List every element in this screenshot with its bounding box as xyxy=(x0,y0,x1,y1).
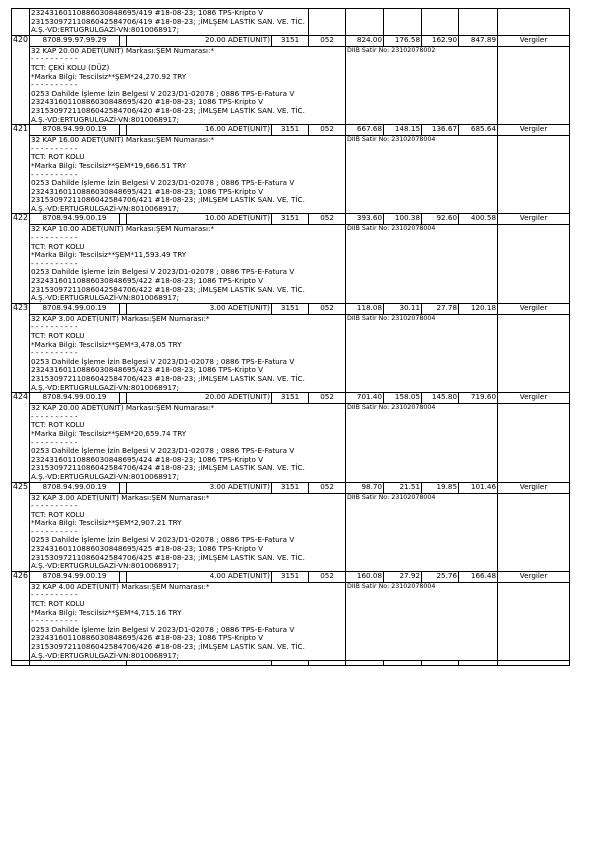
description-line: - - - - - - - - - - xyxy=(31,143,78,153)
value-1: 701.40 xyxy=(346,393,384,404)
item-number: 421 xyxy=(12,125,30,214)
vergiler-label: Vergiler xyxy=(498,571,570,582)
value-4: 120.18 xyxy=(459,303,498,314)
item-detail-row xyxy=(12,493,570,571)
description-line: - - - - - - - - - - xyxy=(31,501,78,511)
description-line: 0253 Dahilde İşleme İzin Belgesi V 2023/D1-02078 ; 0886 TPS-E-Fatura V xyxy=(31,88,295,98)
gtip-code: 8708.94.99.00.19 xyxy=(30,393,120,404)
description-line: 32 KAP 4.00 ADET(UNIT) Markası:ŞEM Numarası:* xyxy=(31,582,210,591)
gtip-code: 8708.94.99.00.19 xyxy=(30,214,120,225)
item-header-row xyxy=(12,35,570,46)
item-description xyxy=(30,46,346,124)
item-detail-row xyxy=(12,404,570,482)
item-description xyxy=(30,582,346,660)
description-line: 23153097211086042584706/424 #18-08-23; ;İMLŞEM LASTİK SAN. VE. TİC. xyxy=(31,463,305,473)
value-1: 667.68 xyxy=(346,125,384,136)
vergiler-label: Vergiler xyxy=(498,393,570,404)
item-header-row xyxy=(12,393,570,404)
description-line: 0253 Dahilde İşleme İzin Belgesi V 2023/D1-02078 ; 0886 TPS-E-Fatura V xyxy=(31,624,295,634)
description-line: A.Ş.-VD:ERTUGRULGAZİ-VN:8010068917; xyxy=(31,650,180,660)
description-line: - - - - - - - - - - xyxy=(31,616,78,626)
value-2: 21.51 xyxy=(384,482,422,493)
value-2: 100.38 xyxy=(384,214,422,225)
diib-line: DIIB Satir No: 23102078004 xyxy=(346,404,498,482)
description-line: 32 KAP 20.00 ADET(UNIT) Markası:ŞEM Numarası:* xyxy=(31,46,215,55)
item-description xyxy=(30,136,346,214)
declaration-items-table xyxy=(11,8,570,666)
quantity: 20.00 ADET(UNIT) xyxy=(127,393,272,404)
description-line: *Marka Bilgi: Tescilsiz**ŞEM*24,270.92 TRY xyxy=(31,71,187,81)
description-line: - - - - - - - - - - xyxy=(31,169,78,179)
description-line: 23243160110886030848695/421 #18-08-23; 1086 TPS-Kripto V xyxy=(31,186,264,196)
item-description xyxy=(30,314,346,392)
description-line: A.Ş.-VD:ERTUGRULGAZİ-VN:8010068917; xyxy=(31,561,180,571)
description-line: TCT: ROT KOLU xyxy=(31,152,85,162)
value-3: 19.85 xyxy=(422,482,459,493)
code-2: 052 xyxy=(309,571,346,582)
description-line: 0253 Dahilde İşleme İzin Belgesi V 2023/D1-02078 ; 0886 TPS-E-Fatura V xyxy=(31,356,295,366)
code-2: 052 xyxy=(309,393,346,404)
vergiler-label: Vergiler xyxy=(498,125,570,136)
description-line: A.Ş.-VD:ERTUGRULGAZİ-VN:8010068917; xyxy=(31,471,180,481)
value-4: 166.48 xyxy=(459,571,498,582)
code-2: 052 xyxy=(309,482,346,493)
description-line: 23243160110886030848695/425 #18-08-23; 1086 TPS-Kripto V xyxy=(31,544,264,554)
item-header-row xyxy=(12,303,570,314)
item-header-row xyxy=(12,571,570,582)
item-header-row xyxy=(12,482,570,493)
gtip-code: 8708.94.99.00.19 xyxy=(30,303,120,314)
diib-line: DIIB Satir No: 23102078002 xyxy=(346,46,498,124)
continued-description: 23243160110886030848695/419 #18-08-23; 1086 TPS-Kripto V 23153097211086042584706/419 #18-08-23; ;İMLŞEM LASTİK SAN. VE. TİC. A.Ş.-VD:ERTUGRULGAZİ-VN:8010068917; xyxy=(30,9,309,36)
description-line: TCT: ROT KOLU xyxy=(31,420,85,430)
description-line: 32 KAP 3.00 ADET(UNIT) Markası:ŞEM Numarası:* xyxy=(31,493,210,502)
item-description xyxy=(30,225,346,303)
item-description xyxy=(30,493,346,571)
description-line: TCT: ROT KOLU xyxy=(31,331,85,340)
description-line: A.Ş.-VD:ERTUGRULGAZİ-VN:8010068917; xyxy=(31,293,180,303)
description-line: 23153097211086042584706/423 #18-08-23; ;İMLŞEM LASTİK SAN. VE. TİC. xyxy=(31,373,305,383)
description-line: TCT: ROT KOLU xyxy=(31,509,85,519)
item-detail-row xyxy=(12,225,570,303)
description-line: - - - - - - - - - - xyxy=(31,258,78,268)
description-line: *Marka Bilgi: Tescilsiz**ŞEM*11,593.49 TRY xyxy=(31,250,187,260)
description-line: 23243160110886030848695/420 #18-08-23; 1086 TPS-Kripto V xyxy=(31,97,264,107)
value-1: 98.70 xyxy=(346,482,384,493)
code-1: 3151 xyxy=(272,125,309,136)
code-1: 3151 xyxy=(272,482,309,493)
quantity: 3.00 ADET(UNIT) xyxy=(127,303,272,314)
value-4: 847.89 xyxy=(459,35,498,46)
item-description xyxy=(30,404,346,482)
description-line: 0253 Dahilde İşleme İzin Belgesi V 2023/D1-02078 ; 0886 TPS-E-Fatura V xyxy=(31,178,295,188)
value-1: 393.60 xyxy=(346,214,384,225)
description-line: TCT: ÇEKİ KOLU (DÜZ) xyxy=(31,62,110,72)
quantity: 3.00 ADET(UNIT) xyxy=(127,482,272,493)
vergiler-label: Vergiler xyxy=(498,482,570,493)
value-1: 118.08 xyxy=(346,303,384,314)
description-line: 23243160110886030848695/422 #18-08-23; 1086 TPS-Kripto V xyxy=(31,276,264,286)
value-3: 25.76 xyxy=(422,571,459,582)
description-line: *Marka Bilgi: Tescilsiz**ŞEM*19,666.51 TRY xyxy=(31,160,187,170)
description-line: 23153097211086042584706/425 #18-08-23; ;İMLŞEM LASTİK SAN. VE. TİC. xyxy=(31,552,305,562)
item-detail-row xyxy=(12,582,570,660)
description-line: 32 KAP 3.00 ADET(UNIT) Markası:ŞEM Numarası:* xyxy=(31,314,210,323)
code-1: 3151 xyxy=(272,571,309,582)
description-line: - - - - - - - - - - xyxy=(31,411,78,421)
description-line: - - - - - - - - - - xyxy=(31,590,78,600)
item-detail-row xyxy=(12,314,570,392)
diib-line: DIIB Satir No: 23102078004 xyxy=(346,225,498,303)
diib-line: DIIB Satir No: 23102078004 xyxy=(346,493,498,571)
description-line: *Marka Bilgi: Tescilsiz**ŞEM*20,659.74 TRY xyxy=(31,428,187,438)
item-detail-row xyxy=(12,136,570,214)
diib-line: DIIB Satir No: 23102078004 xyxy=(346,136,498,214)
quantity: 4.00 ADET(UNIT) xyxy=(127,571,272,582)
value-4: 719.60 xyxy=(459,393,498,404)
description-line: 23243160110886030848695/426 #18-08-23; 1086 TPS-Kripto V xyxy=(31,633,264,643)
gtip-code: 8708.94.99.00.19 xyxy=(30,482,120,493)
description-line: A.Ş.-VD:ERTUGRULGAZİ-VN:8010068917; xyxy=(31,203,180,213)
vergiler-label: Vergiler xyxy=(498,214,570,225)
code-2: 052 xyxy=(309,303,346,314)
item-number: 426 xyxy=(12,571,30,660)
description-line: 23153097211086042584706/426 #18-08-23; ;İMLŞEM LASTİK SAN. VE. TİC. xyxy=(31,642,305,651)
description-line: TCT: ROT KOLU xyxy=(31,241,85,251)
diib-line: DIIB Satir No: 23102078004 xyxy=(346,582,498,660)
description-line: 23243160110886030848695/423 #18-08-23; 1086 TPS-Kripto V xyxy=(31,365,264,375)
value-2: 148.15 xyxy=(384,125,422,136)
item-number: 420 xyxy=(12,35,30,124)
item-number: 424 xyxy=(12,393,30,482)
value-1: 160.08 xyxy=(346,571,384,582)
description-line: - - - - - - - - - - xyxy=(31,348,78,358)
code-1: 3151 xyxy=(272,303,309,314)
description-line: 23153097211086042584706/420 #18-08-23; ;İMLŞEM LASTİK SAN. VE. TİC. xyxy=(31,105,305,115)
code-2: 052 xyxy=(309,125,346,136)
description-line: - - - - - - - - - - xyxy=(31,233,78,243)
description-line: 32 KAP 16.00 ADET(UNIT) Markası:ŞEM Numarası:* xyxy=(31,135,215,145)
description-line: A.Ş.-VD:ERTUGRULGAZİ-VN:8010068917; xyxy=(31,382,180,392)
value-2: 158.05 xyxy=(384,393,422,404)
description-line: 0253 Dahilde İşleme İzin Belgesi V 2023/D1-02078 ; 0886 TPS-E-Fatura V xyxy=(31,446,295,456)
table-continuation-stub xyxy=(12,661,570,666)
description-line: - - - - - - - - - - xyxy=(31,322,78,332)
item-number: 425 xyxy=(12,482,30,571)
item-detail-row xyxy=(12,46,570,124)
value-3: 162.90 xyxy=(422,35,459,46)
value-3: 145.80 xyxy=(422,393,459,404)
item-number: 423 xyxy=(12,303,30,392)
item-number: 422 xyxy=(12,214,30,303)
item-header-row xyxy=(12,125,570,136)
description-line: 32 KAP 10.00 ADET(UNIT) Markası:ŞEM Numarası:* xyxy=(31,224,215,234)
value-4: 685.64 xyxy=(459,125,498,136)
description-line: - - - - - - - - - - xyxy=(31,526,78,536)
code-2: 052 xyxy=(309,214,346,225)
value-3: 136.67 xyxy=(422,125,459,136)
description-line: A.Ş.-VD:ERTUGRULGAZİ-VN:8010068917; xyxy=(31,114,180,124)
description-line: 0253 Dahilde İşleme İzin Belgesi V 2023/D1-02078 ; 0886 TPS-E-Fatura V xyxy=(31,267,295,277)
value-3: 92.60 xyxy=(422,214,459,225)
code-1: 3151 xyxy=(272,214,309,225)
value-4: 101.46 xyxy=(459,482,498,493)
value-1: 824.00 xyxy=(346,35,384,46)
value-2: 30.11 xyxy=(384,303,422,314)
code-1: 3151 xyxy=(272,35,309,46)
code-2: 052 xyxy=(309,35,346,46)
description-line: *Marka Bilgi: Tescilsiz**ŞEM*2,907.21 TRY xyxy=(31,518,182,528)
item-header-row xyxy=(12,214,570,225)
value-2: 27.92 xyxy=(384,571,422,582)
vergiler-label: Vergiler xyxy=(498,303,570,314)
description-line: - - - - - - - - - - xyxy=(31,437,78,447)
quantity: 10.00 ADET(UNIT) xyxy=(127,214,272,225)
quantity: 20.00 ADET(UNIT) xyxy=(127,35,272,46)
description-line: TCT: ROT KOLU xyxy=(31,599,85,609)
gtip-code: 8708.99.97.99.29 xyxy=(30,35,120,46)
value-3: 27.78 xyxy=(422,303,459,314)
value-2: 176.58 xyxy=(384,35,422,46)
description-line: 23153097211086042584706/421 #18-08-23; ;İMLŞEM LASTİK SAN. VE. TİC. xyxy=(31,195,305,205)
vergiler-label: Vergiler xyxy=(498,35,570,46)
description-line: 0253 Dahilde İşleme İzin Belgesi V 2023/D1-02078 ; 0886 TPS-E-Fatura V xyxy=(31,535,295,545)
gtip-code: 8708.94.99.00.19 xyxy=(30,125,120,136)
description-line: 23153097211086042584706/422 #18-08-23; ;İMLŞEM LASTİK SAN. VE. TİC. xyxy=(31,284,305,294)
diib-line: DIIB Satir No: 23102078004 xyxy=(346,314,498,392)
description-line: *Marka Bilgi: Tescilsiz**ŞEM*4,715.16 TRY xyxy=(31,607,182,617)
value-4: 400.58 xyxy=(459,214,498,225)
description-line: - - - - - - - - - - xyxy=(31,80,78,90)
description-line: 32 KAP 20.00 ADET(UNIT) Markası:ŞEM Numarası:* xyxy=(31,403,215,413)
code-1: 3151 xyxy=(272,393,309,404)
description-line: *Marka Bilgi: Tescilsiz**ŞEM*3,478.05 TRY xyxy=(31,339,182,349)
continued-item-row xyxy=(12,9,570,36)
quantity: 16.00 ADET(UNIT) xyxy=(127,125,272,136)
description-line: - - - - - - - - - - xyxy=(31,54,78,64)
gtip-code: 8708.94.99.00.19 xyxy=(30,571,120,582)
description-line: 23243160110886030848695/424 #18-08-23; 1086 TPS-Kripto V xyxy=(31,454,264,464)
